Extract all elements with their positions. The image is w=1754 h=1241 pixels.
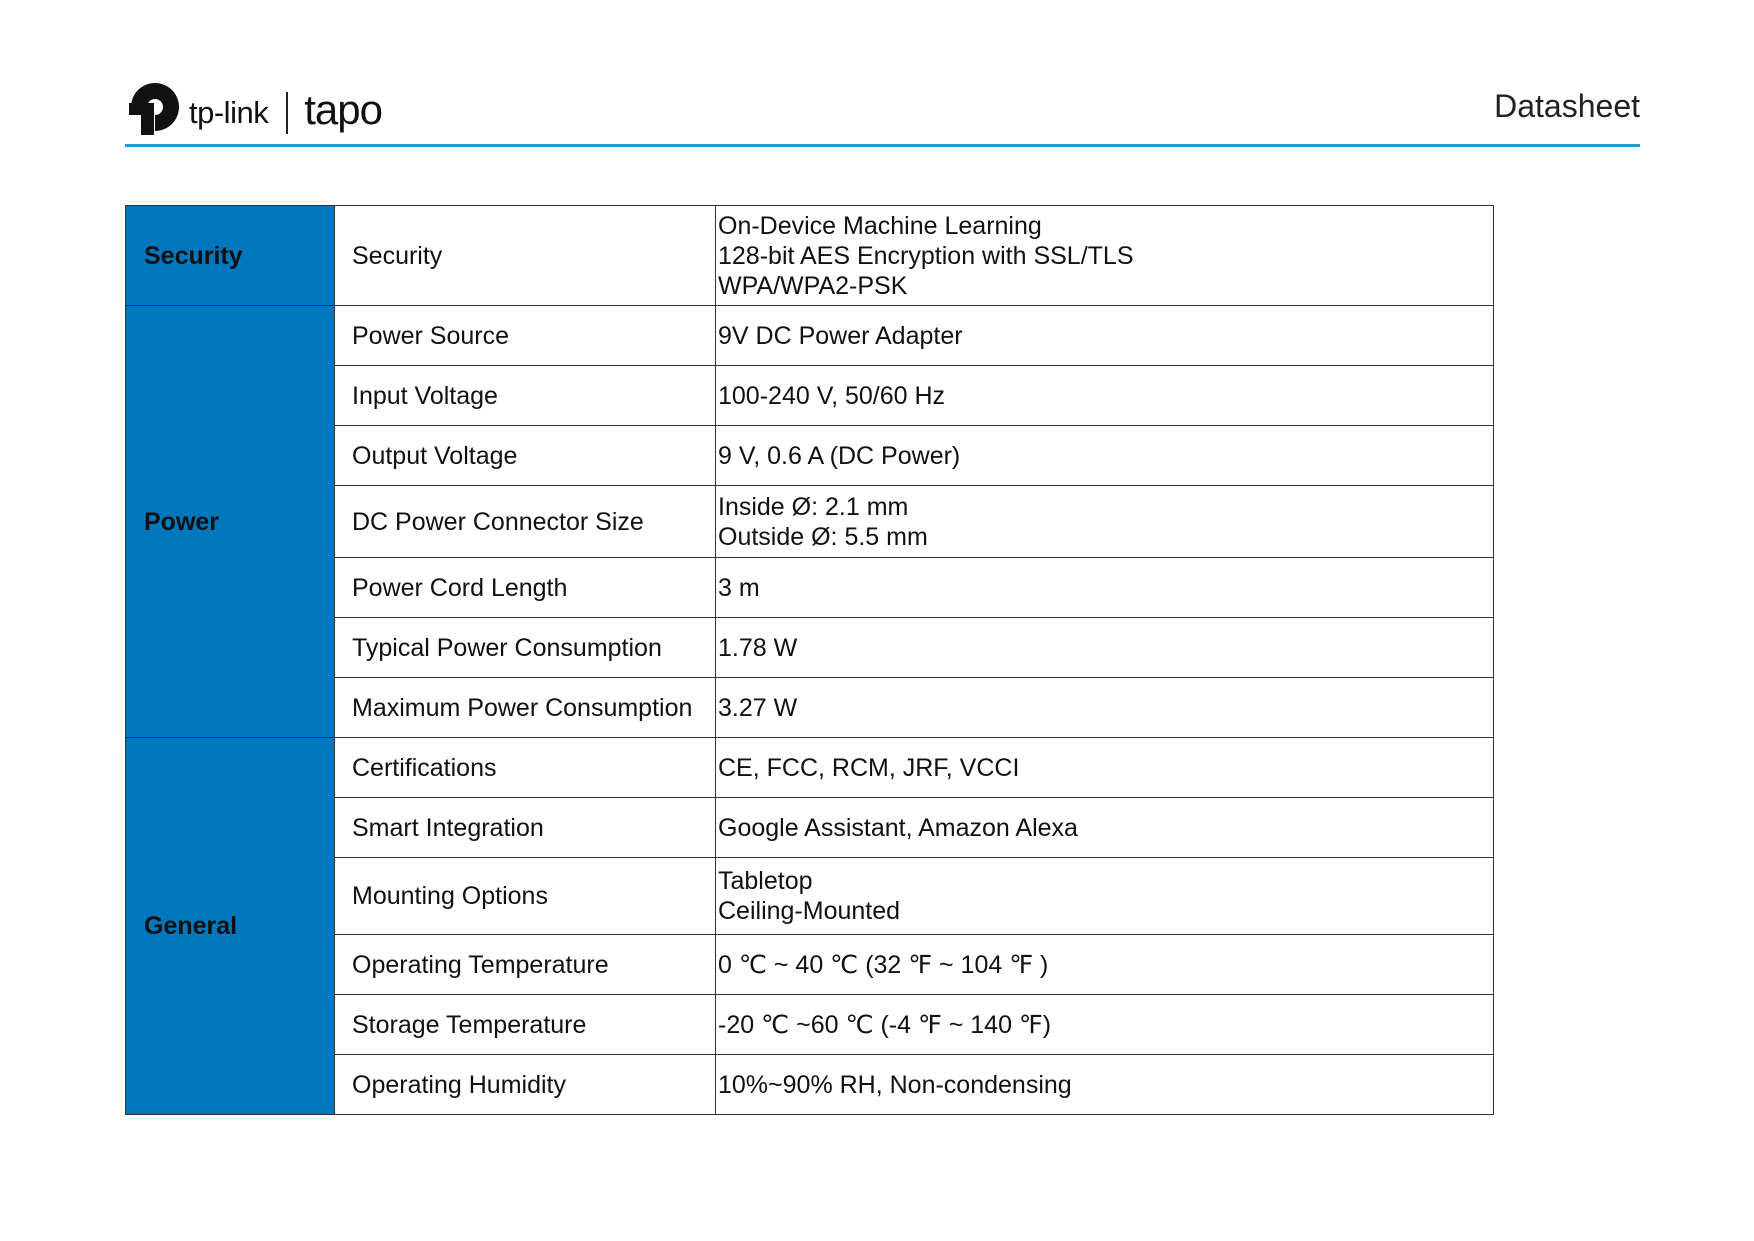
spec-value-line: 9V DC Power Adapter	[718, 321, 963, 350]
spec-name-cell: Input Voltage	[335, 366, 716, 426]
header-rule	[125, 144, 1640, 147]
logo-divider	[286, 92, 288, 134]
spec-value-line: CE, FCC, RCM, JRF, VCCI	[718, 753, 1020, 782]
spec-value-line: Google Assistant, Amazon Alexa	[718, 813, 1078, 842]
document-type-label: Datasheet	[1494, 88, 1640, 124]
spec-value-line: 10%~90% RH, Non-condensing	[718, 1070, 1072, 1099]
spec-name-cell: Security	[335, 206, 716, 306]
spec-name-cell: DC Power Connector Size	[335, 486, 716, 558]
spec-name-cell: Output Voltage	[335, 426, 716, 486]
spec-value-line: Inside Ø: 2.1 mm	[718, 492, 909, 521]
specifications-table	[125, 205, 1494, 1115]
spec-name-cell: Power Cord Length	[335, 558, 716, 618]
tplink-wordmark: tp-link	[189, 95, 269, 130]
spec-value-cell	[716, 558, 1494, 618]
spec-value-cell	[716, 1055, 1494, 1115]
spec-value-cell	[716, 995, 1494, 1055]
tapo-wordmark: tapo	[304, 86, 382, 133]
spec-value-line: 3.27 W	[718, 693, 798, 722]
spec-value-line: 9 V, 0.6 A (DC Power)	[718, 441, 961, 470]
spec-value-cell	[716, 798, 1494, 858]
spec-name-cell: Operating Humidity	[335, 1055, 716, 1115]
spec-name-cell: Typical Power Consumption	[335, 618, 716, 678]
spec-name-cell: Operating Temperature	[335, 935, 716, 995]
category-cell: Power	[126, 306, 335, 738]
spec-value-cell	[716, 618, 1494, 678]
category-cell: Security	[126, 206, 335, 306]
spec-value-cell	[716, 935, 1494, 995]
tplink-mark-icon	[125, 81, 181, 137]
spec-value-line: 1.78 W	[718, 633, 798, 662]
spec-value-cell	[716, 306, 1494, 366]
spec-value-cell	[716, 206, 1494, 306]
tplink-tapo-logo	[125, 78, 382, 140]
spec-value-line: 3 m	[718, 573, 760, 602]
spec-name-cell: Mounting Options	[335, 858, 716, 935]
spec-name-cell: Storage Temperature	[335, 995, 716, 1055]
spec-value-cell	[716, 426, 1494, 486]
spec-value-line: WPA/WPA2-PSK	[718, 271, 908, 300]
spec-name-cell: Power Source	[335, 306, 716, 366]
page-header	[125, 78, 1640, 148]
spec-name-cell: Smart Integration	[335, 798, 716, 858]
spec-value-line: -20 ℃ ~60 ℃ (-4 ℉ ~ 140 ℉)	[718, 1010, 1052, 1039]
table-row	[126, 306, 1494, 366]
spec-value-line: Tabletop	[718, 867, 813, 895]
spec-value-cell	[716, 678, 1494, 738]
spec-name-cell: Maximum Power Consumption	[335, 678, 716, 738]
spec-value-line: 100-240 V, 50/60 Hz	[718, 381, 946, 410]
spec-value-line: Outside Ø: 5.5 mm	[718, 522, 928, 551]
spec-value-cell	[716, 738, 1494, 798]
spec-value-cell	[716, 486, 1494, 558]
spec-value-line: Ceiling-Mounted	[718, 897, 901, 925]
spec-value-line: 0 ℃ ~ 40 ℃ (32 ℉ ~ 104 ℉ )	[718, 950, 1049, 979]
table-row	[126, 738, 1494, 798]
spec-value-cell	[716, 366, 1494, 426]
table-row	[126, 206, 1494, 306]
spec-value-cell	[716, 858, 1494, 935]
spec-name-cell: Certifications	[335, 738, 716, 798]
category-cell: General	[126, 738, 335, 1115]
spec-value-line: On-Device Machine Learning	[718, 211, 1042, 240]
spec-value-line: 128-bit AES Encryption with SSL/TLS	[718, 241, 1134, 270]
